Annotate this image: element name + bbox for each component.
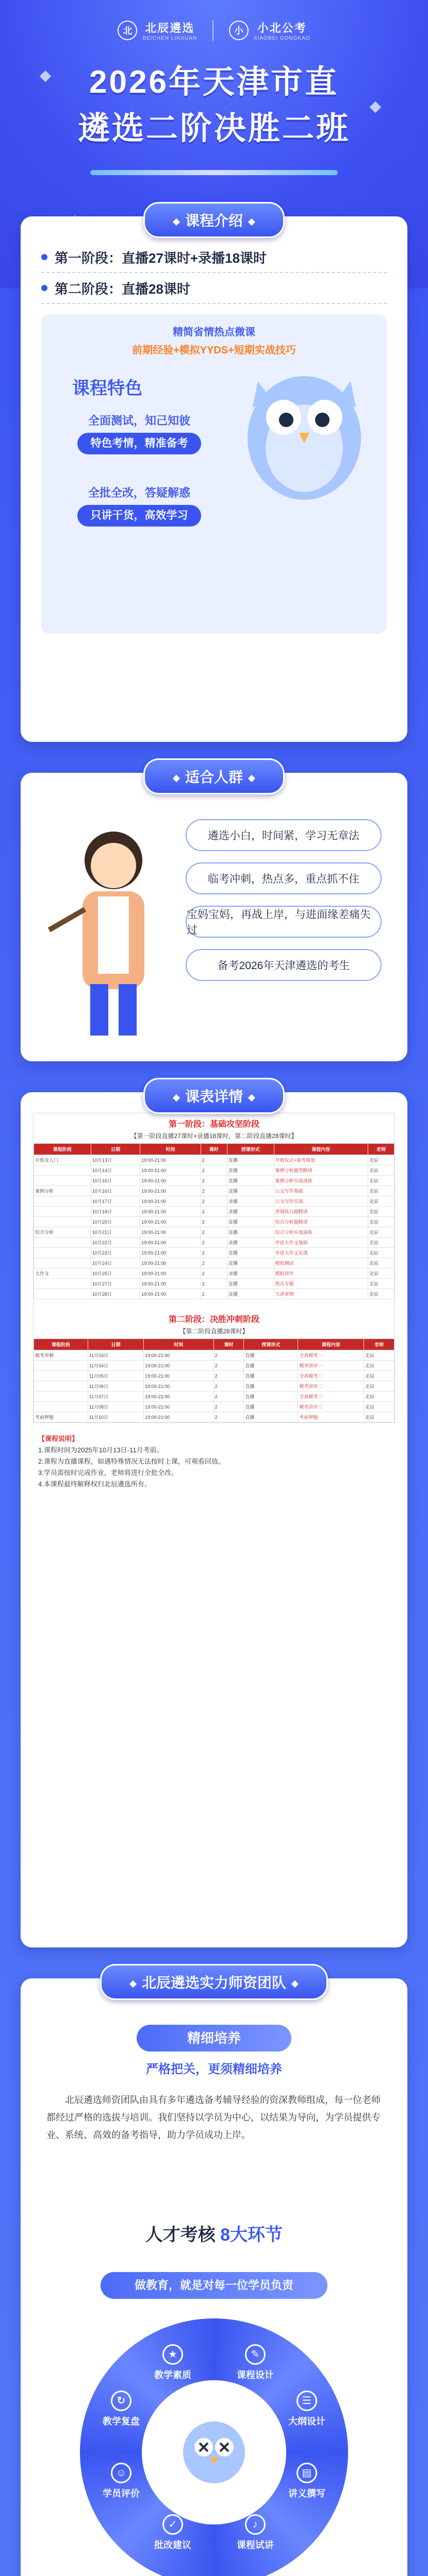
table-cell: 10月13日 — [91, 1155, 140, 1165]
table-cell: 10月21日 — [91, 1227, 140, 1238]
feature-2 — [62, 484, 217, 527]
table-row — [34, 1227, 394, 1238]
logo2-sub: XIAOBEI GONGKAO — [254, 36, 310, 41]
phase2-title: 第二阶段：决胜冲刺阶段 — [168, 1315, 259, 1324]
course-design-icon: ✎ — [245, 2344, 266, 2365]
table-cell: 2 — [201, 1217, 227, 1227]
table-cell: 综合分析 — [34, 1227, 91, 1238]
table-cell: 19:00-21:00 — [140, 1186, 201, 1196]
table-cell: 北辰 — [368, 1238, 394, 1248]
table-cell: 2 — [201, 1289, 227, 1299]
feature-box — [41, 314, 387, 634]
schedule-table-2 — [34, 1338, 394, 1422]
wheel-ribbon: 做教育，就是对每一位学员负责 — [101, 2272, 327, 2299]
logo1-text: 北辰遴选 — [145, 22, 195, 35]
table-cell: 11月04日 — [88, 1361, 143, 1371]
table-cell: 19:00-21:00 — [140, 1227, 201, 1238]
table-cell: 11月05日 — [88, 1371, 143, 1381]
table-cell: 19:00-21:00 — [140, 1248, 201, 1258]
table-cell: 考前押题 — [34, 1412, 88, 1422]
table-cell: 10月27日 — [91, 1279, 140, 1289]
table-header: 课时 — [201, 1144, 227, 1155]
table-cell — [34, 1217, 91, 1227]
evaluation-icon: ☺ — [111, 2463, 131, 2483]
table-cell: 全真模考三 — [298, 1392, 364, 1402]
table-cell: 直播 — [244, 1350, 298, 1361]
table-cell: 录播 — [227, 1238, 274, 1248]
wheel-item-course: ✎ 课程设计 — [229, 2344, 281, 2381]
table-cell: 综合分析题精讲 — [274, 1217, 368, 1227]
table-cell — [34, 1238, 91, 1248]
table-cell — [34, 1279, 91, 1289]
table-header: 日期 — [91, 1144, 140, 1155]
table-cell — [34, 1207, 91, 1217]
table-row — [34, 1268, 394, 1279]
wheel-item-evaluation: ☺ 学员评价 — [95, 2463, 147, 2500]
audience-item: 遴选小白，时间紧，学习无章法 — [186, 819, 382, 851]
table-cell: 19:00-21:00 — [140, 1279, 201, 1289]
outline-icon: ☰ — [297, 2391, 317, 2411]
table-cell: 19:00-21:00 — [144, 1402, 214, 1412]
table-cell: 11月10日 — [88, 1412, 143, 1422]
table-cell: 录播 — [227, 1268, 274, 1279]
table-cell: 模考冲刺 — [34, 1350, 88, 1361]
table-cell: 北辰 — [368, 1196, 394, 1207]
table-cell — [34, 1361, 88, 1371]
table-cell: 天津省情 — [274, 1289, 368, 1299]
table-cell: 19:00-21:00 — [144, 1371, 214, 1381]
table-cell — [34, 1165, 91, 1176]
audience-list — [186, 819, 382, 992]
table-row — [34, 1155, 394, 1165]
table-row — [34, 1238, 394, 1248]
table-cell: 北辰 — [364, 1381, 394, 1392]
wheel-item-review: ✓ 批改建议 — [147, 2514, 199, 2551]
stage2: 第二阶段：直播28课时 — [41, 273, 387, 304]
table-cell: 2 — [201, 1196, 227, 1207]
table-cell: 公文写作基础 — [274, 1186, 368, 1196]
table-cell: 热点专题 — [274, 1279, 368, 1289]
table-cell: 北辰 — [364, 1412, 394, 1422]
table-header: 授课形式 — [227, 1144, 274, 1155]
table-header: 课程阶段 — [34, 1339, 88, 1350]
table-cell: 11月07日 — [88, 1392, 143, 1402]
table-cell: 10月16日 — [91, 1186, 140, 1196]
feature-top-line2: 前期经验+模拟YYDS+短期实战技巧 — [132, 345, 296, 356]
table-cell: 19:00-21:00 — [144, 1350, 214, 1361]
table-cell: 2 — [201, 1155, 227, 1165]
feature-2b: 只讲干货，高效学习 — [77, 505, 201, 527]
table-row — [34, 1381, 394, 1392]
table-row — [34, 1289, 394, 1299]
table-cell: 大作文 — [34, 1268, 91, 1279]
wheel-item-trial: ♪ 课程试讲 — [229, 2514, 281, 2551]
feature-heading: 课程特色 — [72, 379, 142, 398]
table-cell: 直播 — [244, 1392, 298, 1402]
table-cell: 直播 — [244, 1381, 298, 1392]
table-cell: 案例分析 — [34, 1186, 91, 1196]
table-cell: 10月15日 — [91, 1176, 140, 1186]
table-cell: 19:00-21:00 — [144, 1412, 214, 1422]
table-cell: 直播 — [227, 1248, 274, 1258]
table-cell: 19:00-21:00 — [140, 1176, 201, 1186]
table-header: 课程内容 — [274, 1144, 368, 1155]
table-cell: 2 — [213, 1412, 244, 1422]
table-row — [34, 1402, 394, 1412]
review-icon: ✓ — [162, 2514, 183, 2535]
xiaobei-logo-icon: 小 — [229, 21, 249, 40]
table-cell: 北辰 — [368, 1279, 394, 1289]
table-cell: 19:00-21:00 — [140, 1165, 201, 1176]
logo-bar — [0, 0, 428, 41]
table-cell: 10月14日 — [91, 1165, 140, 1176]
feature-1 — [62, 412, 217, 454]
table-cell: 直播 — [227, 1227, 274, 1238]
table-cell — [34, 1289, 91, 1299]
table-row — [34, 1248, 394, 1258]
table-cell: 2 — [201, 1279, 227, 1289]
audience-item: 备考2026年天津遴选的考生 — [186, 949, 382, 981]
table-cell: 2 — [201, 1238, 227, 1248]
audience-item: 宝妈宝妈，再战上岸，与进面缘差痛失过 — [186, 906, 382, 938]
teachers-paragraph: 北辰遴选师资团队由具有多年遴选备考辅导经验的资深教师组成，每一位老师都经过严格的选拔与培训。我们坚持以学员为中心，以结果为导向，为学员提供专业、系统、高效的备考指导，助力学员成功上岸。 — [46, 2095, 381, 2140]
table-cell: 开班仪式+备考规划 — [274, 1155, 368, 1165]
table-cell: 10月25日 — [91, 1268, 140, 1279]
table-cell: 模考讲评二 — [298, 1381, 364, 1392]
table-cell: 录播 — [227, 1207, 274, 1217]
handout-icon: ▤ — [297, 2463, 317, 2483]
table-cell: 北辰 — [364, 1392, 394, 1402]
table-header: 课时 — [213, 1339, 244, 1350]
table-row — [34, 1279, 394, 1289]
table-header: 时间 — [144, 1339, 214, 1350]
table-row — [34, 1412, 394, 1422]
wheel-center-owl-icon — [178, 2416, 250, 2488]
table-cell: 直播 — [227, 1279, 274, 1289]
logo1-sub: BEICHEN LINXUAN — [142, 36, 197, 41]
table-cell — [34, 1381, 88, 1392]
table-header: 授课形式 — [244, 1339, 298, 1350]
xiaobei-logo — [229, 20, 310, 41]
table-row — [34, 1186, 394, 1196]
wheel-item-recap: ↻ 教学复盘 — [95, 2391, 147, 2428]
table-cell: 模考讲评三 — [298, 1402, 364, 1412]
table-cell: 北辰 — [364, 1402, 394, 1412]
table-cell — [34, 1196, 91, 1207]
table-cell: 2 — [201, 1248, 227, 1258]
table-cell: 19:00-21:00 — [140, 1289, 201, 1299]
schedule-table-wrap — [33, 1113, 395, 1423]
table-row — [34, 1350, 394, 1361]
table-cell: 直播 — [227, 1258, 274, 1268]
schedule-title: 课表详情 — [143, 1078, 285, 1114]
wheel-item-teaching: ★ 教学素质 — [147, 2344, 199, 2381]
table-cell: 直播 — [227, 1186, 274, 1196]
table-cell: 北辰 — [368, 1268, 394, 1279]
table-cell: 贯彻执行题精讲 — [274, 1207, 368, 1217]
table-cell: 2 — [213, 1402, 244, 1412]
page-title-line1: 2026年天津市直 — [89, 64, 339, 100]
table-cell: 10月22日 — [91, 1238, 140, 1248]
table-cell: 直播 — [227, 1165, 274, 1176]
note-line: 1.课程时间为2025年10月13日-11月考前。 — [38, 1446, 163, 1454]
table-cell: 北辰 — [368, 1227, 394, 1238]
strict-sub: 严格把关，更须精细培养 — [146, 2062, 282, 2076]
table-title: 第一阶段：基础攻坚阶段 — [168, 1120, 259, 1129]
strict-ribbon: 精细培养 — [137, 2025, 291, 2052]
table-header: 日期 — [88, 1339, 143, 1350]
table-cell: 10月28日 — [91, 1289, 140, 1299]
notes-head: 【课程说明】 — [38, 1435, 79, 1443]
table-cell: 19:00-21:00 — [140, 1238, 201, 1248]
table-row — [34, 1217, 394, 1227]
table-cell: 开班及入门 — [34, 1155, 91, 1165]
audience-title: 适合人群 — [143, 758, 285, 794]
table-cell: 案例分析题型精讲 — [274, 1165, 368, 1176]
teachers-title: 北辰遴选实力师资团队 — [100, 1964, 328, 2000]
course-intro-card — [21, 213, 407, 742]
table-cell: 19:00-21:00 — [140, 1207, 201, 1217]
table-cell: 直播 — [227, 1289, 274, 1299]
table-cell: 11月08日 — [88, 1402, 143, 1412]
table-cell: 19:00-21:00 — [140, 1258, 201, 1268]
table-cell: 19:00-21:00 — [140, 1196, 201, 1207]
table-cell: 北辰 — [368, 1258, 394, 1268]
table-cell: 10月23日 — [91, 1248, 140, 1258]
table-cell: 北辰 — [368, 1186, 394, 1196]
table-cell: 北辰 — [364, 1350, 394, 1361]
course-notes — [38, 1433, 390, 1490]
table-cell — [34, 1402, 88, 1412]
table-cell: 北辰 — [368, 1289, 394, 1299]
table-cell: 19:00-21:00 — [144, 1361, 214, 1371]
table-cell: 公文写作实战 — [274, 1196, 368, 1207]
stage1: 第一阶段：直播27课时+录播18课时 — [41, 242, 387, 273]
table-cell: 申论大作文基础 — [274, 1238, 368, 1248]
table-cell: 2 — [201, 1227, 227, 1238]
table-cell: 2 — [213, 1381, 244, 1392]
table-cell: 10月17日 — [91, 1196, 140, 1207]
note-line: 4.本课程最终解释权归北辰遴选所有。 — [38, 1480, 151, 1488]
page-title-line2: 遴选二阶决胜二班 — [77, 111, 350, 146]
table-header: 时间 — [140, 1144, 201, 1155]
table-cell: 10月20日 — [91, 1217, 140, 1227]
assessment-wheel — [49, 2287, 379, 2576]
note-line: 2.课程为直播课程，如遇特殊情况无法按时上课，可观看回放。 — [38, 1458, 225, 1465]
table-row — [34, 1165, 394, 1176]
table-header: 老师 — [364, 1339, 394, 1350]
table-cell: 2 — [213, 1361, 244, 1371]
beichen-logo — [118, 20, 197, 41]
table-row — [34, 1258, 394, 1268]
table-cell: 北辰 — [368, 1165, 394, 1176]
note-line: 3.学员需按时完成作业，老师将进行全批全改。 — [38, 1469, 178, 1477]
teacher-illustration-icon — [41, 814, 186, 1041]
trial-icon: ♪ — [245, 2514, 266, 2535]
audience-item: 临考冲刺，热点多，重点抓不住 — [186, 862, 382, 894]
table-cell: 模拟测试 — [274, 1258, 368, 1268]
table-cell: 北辰 — [368, 1207, 394, 1217]
audience-card — [21, 769, 407, 1061]
table-cell: 19:00-21:00 — [144, 1381, 214, 1392]
table-cell: 2 — [213, 1392, 244, 1402]
table-cell: 2 — [201, 1207, 227, 1217]
table-cell: 2 — [201, 1268, 227, 1279]
table-row — [34, 1196, 394, 1207]
table-cell: 2 — [213, 1371, 244, 1381]
table-cell: 直播 — [227, 1155, 274, 1165]
feature-1b: 特色考情，精准备考 — [77, 433, 201, 454]
table-cell: 直播 — [244, 1371, 298, 1381]
table-cell: 考前押题 — [298, 1412, 364, 1422]
table-sub: 【第一阶段直播27课时+录播18课时，第二阶段直播28课时】 — [130, 1132, 298, 1140]
table-cell: 19:00-21:00 — [140, 1268, 201, 1279]
wheel-heading: 人才考核 8大环节 — [145, 2225, 283, 2245]
table-cell: 录播 — [227, 1196, 274, 1207]
course-intro-title: 课程介绍 — [143, 202, 285, 238]
wheel-item-handout: ▤ 讲义撰写 — [281, 2463, 333, 2500]
table-cell: 2 — [213, 1350, 244, 1361]
schedule-table-1 — [34, 1143, 394, 1299]
table-cell: 全真模考二 — [298, 1371, 364, 1381]
table-cell: 直播 — [244, 1361, 298, 1371]
table-row — [34, 1361, 394, 1371]
logo2-text: 小北公考 — [257, 22, 307, 35]
recap-icon: ↻ — [111, 2391, 131, 2411]
table-cell: 2 — [201, 1165, 227, 1176]
table-header: 课程内容 — [298, 1339, 364, 1350]
table-cell: 2 — [201, 1258, 227, 1268]
table-cell: 10月24日 — [91, 1258, 140, 1268]
table-row — [34, 1371, 394, 1381]
table-cell — [34, 1176, 91, 1186]
beichen-logo-icon: 北 — [118, 21, 137, 40]
table-cell: 案例分析实战演练 — [274, 1176, 368, 1186]
feature-1a: 全面测试，知己知彼 — [88, 414, 190, 427]
table-cell: 直播 — [227, 1217, 274, 1227]
table-cell: 10月18日 — [91, 1207, 140, 1217]
feature-top-line: 精简省情热点微课 — [173, 327, 255, 338]
table-cell: 19:00-21:00 — [140, 1217, 201, 1227]
teaching-icon: ★ — [162, 2344, 183, 2365]
table-header: 课程阶段 — [34, 1144, 91, 1155]
table-cell: 北辰 — [368, 1217, 394, 1227]
table-cell: 19:00-21:00 — [140, 1155, 201, 1165]
table-cell: 2 — [201, 1186, 227, 1196]
table-cell: 北辰 — [368, 1248, 394, 1258]
table-cell: 直播 — [244, 1402, 298, 1412]
table-cell: 直播 — [244, 1412, 298, 1422]
table-cell: 全真模考一 — [298, 1350, 364, 1361]
table-cell — [34, 1392, 88, 1402]
table-cell: 19:00-21:00 — [144, 1392, 214, 1402]
table-cell — [34, 1258, 91, 1268]
phase2-sub: 【第二阶段直播28课时】 — [179, 1328, 249, 1335]
schedule-card — [21, 1089, 407, 1947]
table-row — [34, 1392, 394, 1402]
mascot-owl-icon — [237, 361, 371, 505]
table-cell: 模拟讲评 — [274, 1268, 368, 1279]
table-row — [34, 1176, 394, 1186]
table-cell — [34, 1371, 88, 1381]
teachers-card — [21, 1975, 407, 2576]
table-cell: 综合分析实战演练 — [274, 1227, 368, 1238]
table-cell: 11月06日 — [88, 1381, 143, 1392]
hero-decor-bar — [90, 170, 338, 175]
table-cell: 模考讲评一 — [298, 1361, 364, 1371]
feature-2a: 全批全改，答疑解惑 — [88, 486, 190, 499]
table-cell: 北辰 — [364, 1361, 394, 1371]
table-cell: 申论大作文实战 — [274, 1248, 368, 1258]
wheel-item-outline: ☰ 大纲设计 — [281, 2391, 333, 2428]
logo-divider — [212, 20, 213, 41]
table-cell — [34, 1248, 91, 1258]
table-cell: 北辰 — [364, 1371, 394, 1381]
table-cell: 11月03日 — [88, 1350, 143, 1361]
table-cell: 北辰 — [368, 1155, 394, 1165]
table-row — [34, 1207, 394, 1217]
table-cell: 直播 — [227, 1176, 274, 1186]
table-header: 老师 — [368, 1144, 394, 1155]
table-cell: 北辰 — [368, 1176, 394, 1186]
table-cell: 2 — [201, 1176, 227, 1186]
